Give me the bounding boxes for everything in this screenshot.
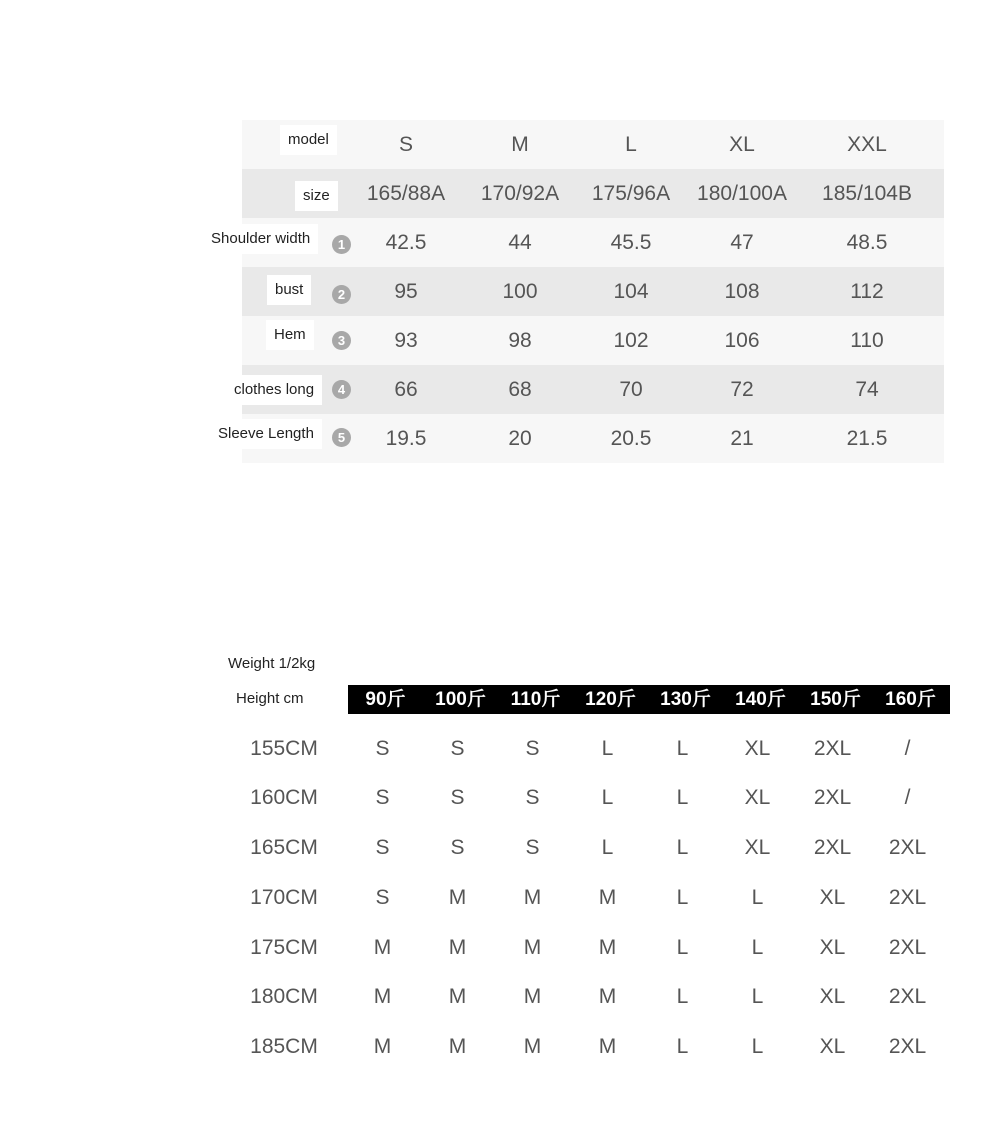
height-axis-label: Height cm [236, 690, 304, 707]
number-3-icon: 3 [332, 331, 351, 350]
table-cell: M [373, 1035, 392, 1058]
table-cell: 19.5 [385, 427, 427, 450]
number-5-icon: 5 [332, 428, 351, 447]
weight-header-cell: 150斤 [810, 689, 861, 710]
table-cell: M [598, 936, 617, 959]
table-cell: M [448, 886, 467, 909]
table-cell: XL [744, 836, 771, 859]
weight-header-cell: 100斤 [435, 689, 486, 710]
number-4-icon: 4 [332, 380, 351, 399]
table-cell: 2XL [888, 936, 927, 959]
weight-header-cell: 130斤 [660, 689, 711, 710]
table-cell: 110 [850, 329, 884, 352]
table-cell: 98 [508, 329, 532, 352]
table-cell: 185/104B [822, 182, 912, 205]
table-cell: S [525, 786, 540, 809]
row-label-hem: Hem [266, 320, 314, 350]
table-cell: M [448, 936, 467, 959]
table-cell: M [448, 1035, 467, 1058]
table-cell: 21 [730, 427, 754, 450]
weight-header-cell: 110斤 [510, 689, 561, 710]
table-cell: M [373, 936, 392, 959]
table-cell: 2XL [888, 1035, 927, 1058]
table-cell: 175/96A [591, 182, 671, 205]
table-cell: 44 [508, 231, 532, 254]
size-chart-row-size [242, 169, 944, 218]
table-cell: 48.5 [846, 231, 888, 254]
table-cell: XL [819, 886, 846, 909]
table-cell: L [751, 886, 764, 909]
row-label-sleeve-length: Sleeve Length [210, 419, 322, 449]
table-cell: / [904, 786, 911, 809]
row-label-clothes-long: clothes long [226, 375, 322, 405]
table-cell: L [676, 836, 689, 859]
table-cell: 108 [724, 280, 760, 303]
table-cell: S [450, 836, 465, 859]
table-cell: L [601, 737, 614, 760]
table-cell: 95 [394, 280, 418, 303]
table-cell: 42.5 [385, 231, 427, 254]
table-cell: S [375, 836, 390, 859]
table-cell: 72 [730, 378, 754, 401]
table-cell: 102 [613, 329, 649, 352]
table-cell: 21.5 [846, 427, 888, 450]
table-cell: XL [819, 936, 846, 959]
height-label: 165CM [250, 836, 318, 859]
table-cell: L [676, 1035, 689, 1058]
height-label: 160CM [250, 786, 318, 809]
table-cell: 165/88A [366, 182, 446, 205]
weight-header-cell: 160斤 [885, 689, 936, 710]
height-label: 175CM [250, 936, 318, 959]
table-cell: / [904, 737, 911, 760]
table-cell: L [676, 936, 689, 959]
table-cell: S [525, 737, 540, 760]
table-cell: L [676, 786, 689, 809]
table-row [230, 778, 960, 818]
height-label: 180CM [250, 985, 318, 1008]
number-2-icon: 2 [332, 285, 351, 304]
table-cell: 2XL [813, 786, 852, 809]
table-cell: M [523, 1035, 542, 1058]
table-cell: 20.5 [610, 427, 652, 450]
weight-header-row [348, 685, 950, 714]
table-cell: M [523, 936, 542, 959]
table-cell: M [523, 886, 542, 909]
table-cell: XL [819, 985, 846, 1008]
table-cell: 68 [508, 378, 532, 401]
size-header-l: L [625, 133, 637, 156]
table-cell: L [751, 936, 764, 959]
table-row [230, 977, 960, 1017]
table-cell: 2XL [888, 886, 927, 909]
table-cell: XL [744, 786, 771, 809]
size-chart-header-row [242, 120, 944, 169]
table-cell: 93 [394, 329, 418, 352]
table-cell: S [525, 836, 540, 859]
table-cell: 170/92A [480, 182, 560, 205]
table-cell: M [598, 985, 617, 1008]
table-cell: L [601, 836, 614, 859]
table-cell: M [523, 985, 542, 1008]
size-header-m: M [511, 133, 529, 156]
row-label-shoulder-width: Shoulder width [203, 224, 318, 254]
table-cell: M [598, 1035, 617, 1058]
table-cell: 66 [394, 378, 418, 401]
table-cell: 2XL [888, 985, 927, 1008]
table-cell: 104 [613, 280, 649, 303]
height-label: 155CM [250, 737, 318, 760]
number-1-icon: 1 [332, 235, 351, 254]
table-cell: 47 [730, 231, 754, 254]
table-cell: M [448, 985, 467, 1008]
size-header-s: S [398, 133, 413, 156]
table-cell: 2XL [888, 836, 927, 859]
table-cell: 112 [850, 280, 884, 303]
table-cell: S [450, 786, 465, 809]
table-cell: L [676, 985, 689, 1008]
table-row [230, 928, 960, 968]
table-cell: 106 [724, 329, 760, 352]
table-row [230, 1027, 960, 1067]
table-cell: L [676, 886, 689, 909]
table-cell: L [601, 786, 614, 809]
table-row [230, 828, 960, 868]
height-label: 170CM [250, 886, 318, 909]
table-cell: 180/100A [697, 182, 787, 205]
table-cell: 45.5 [610, 231, 652, 254]
table-cell: XL [744, 737, 771, 760]
table-cell: 100 [502, 280, 538, 303]
weight-header-cell: 140斤 [735, 689, 786, 710]
table-cell: S [375, 737, 390, 760]
table-cell: 74 [855, 378, 879, 401]
row-label-bust: bust [267, 275, 311, 305]
table-cell: M [598, 886, 617, 909]
row-label-model: model [280, 125, 337, 155]
table-cell: S [450, 737, 465, 760]
table-cell: S [375, 886, 390, 909]
height-label: 185CM [250, 1035, 318, 1058]
size-header-xxl: XXL [847, 133, 887, 156]
weight-header-cell: 90斤 [365, 689, 406, 710]
table-cell: S [375, 786, 390, 809]
table-cell: L [676, 737, 689, 760]
table-cell: L [751, 1035, 764, 1058]
table-cell: 2XL [813, 836, 852, 859]
table-cell: M [373, 985, 392, 1008]
table-cell: XL [819, 1035, 846, 1058]
table-row [230, 729, 960, 769]
weight-axis-label: Weight 1/2kg [228, 655, 316, 672]
table-cell: 20 [508, 427, 532, 450]
table-cell: L [751, 985, 764, 1008]
row-label-size: size [295, 181, 338, 211]
table-cell: 70 [619, 378, 643, 401]
size-header-xl: XL [729, 133, 755, 156]
weight-header-cell: 120斤 [585, 689, 636, 710]
table-row [230, 878, 960, 918]
table-cell: 2XL [813, 737, 852, 760]
